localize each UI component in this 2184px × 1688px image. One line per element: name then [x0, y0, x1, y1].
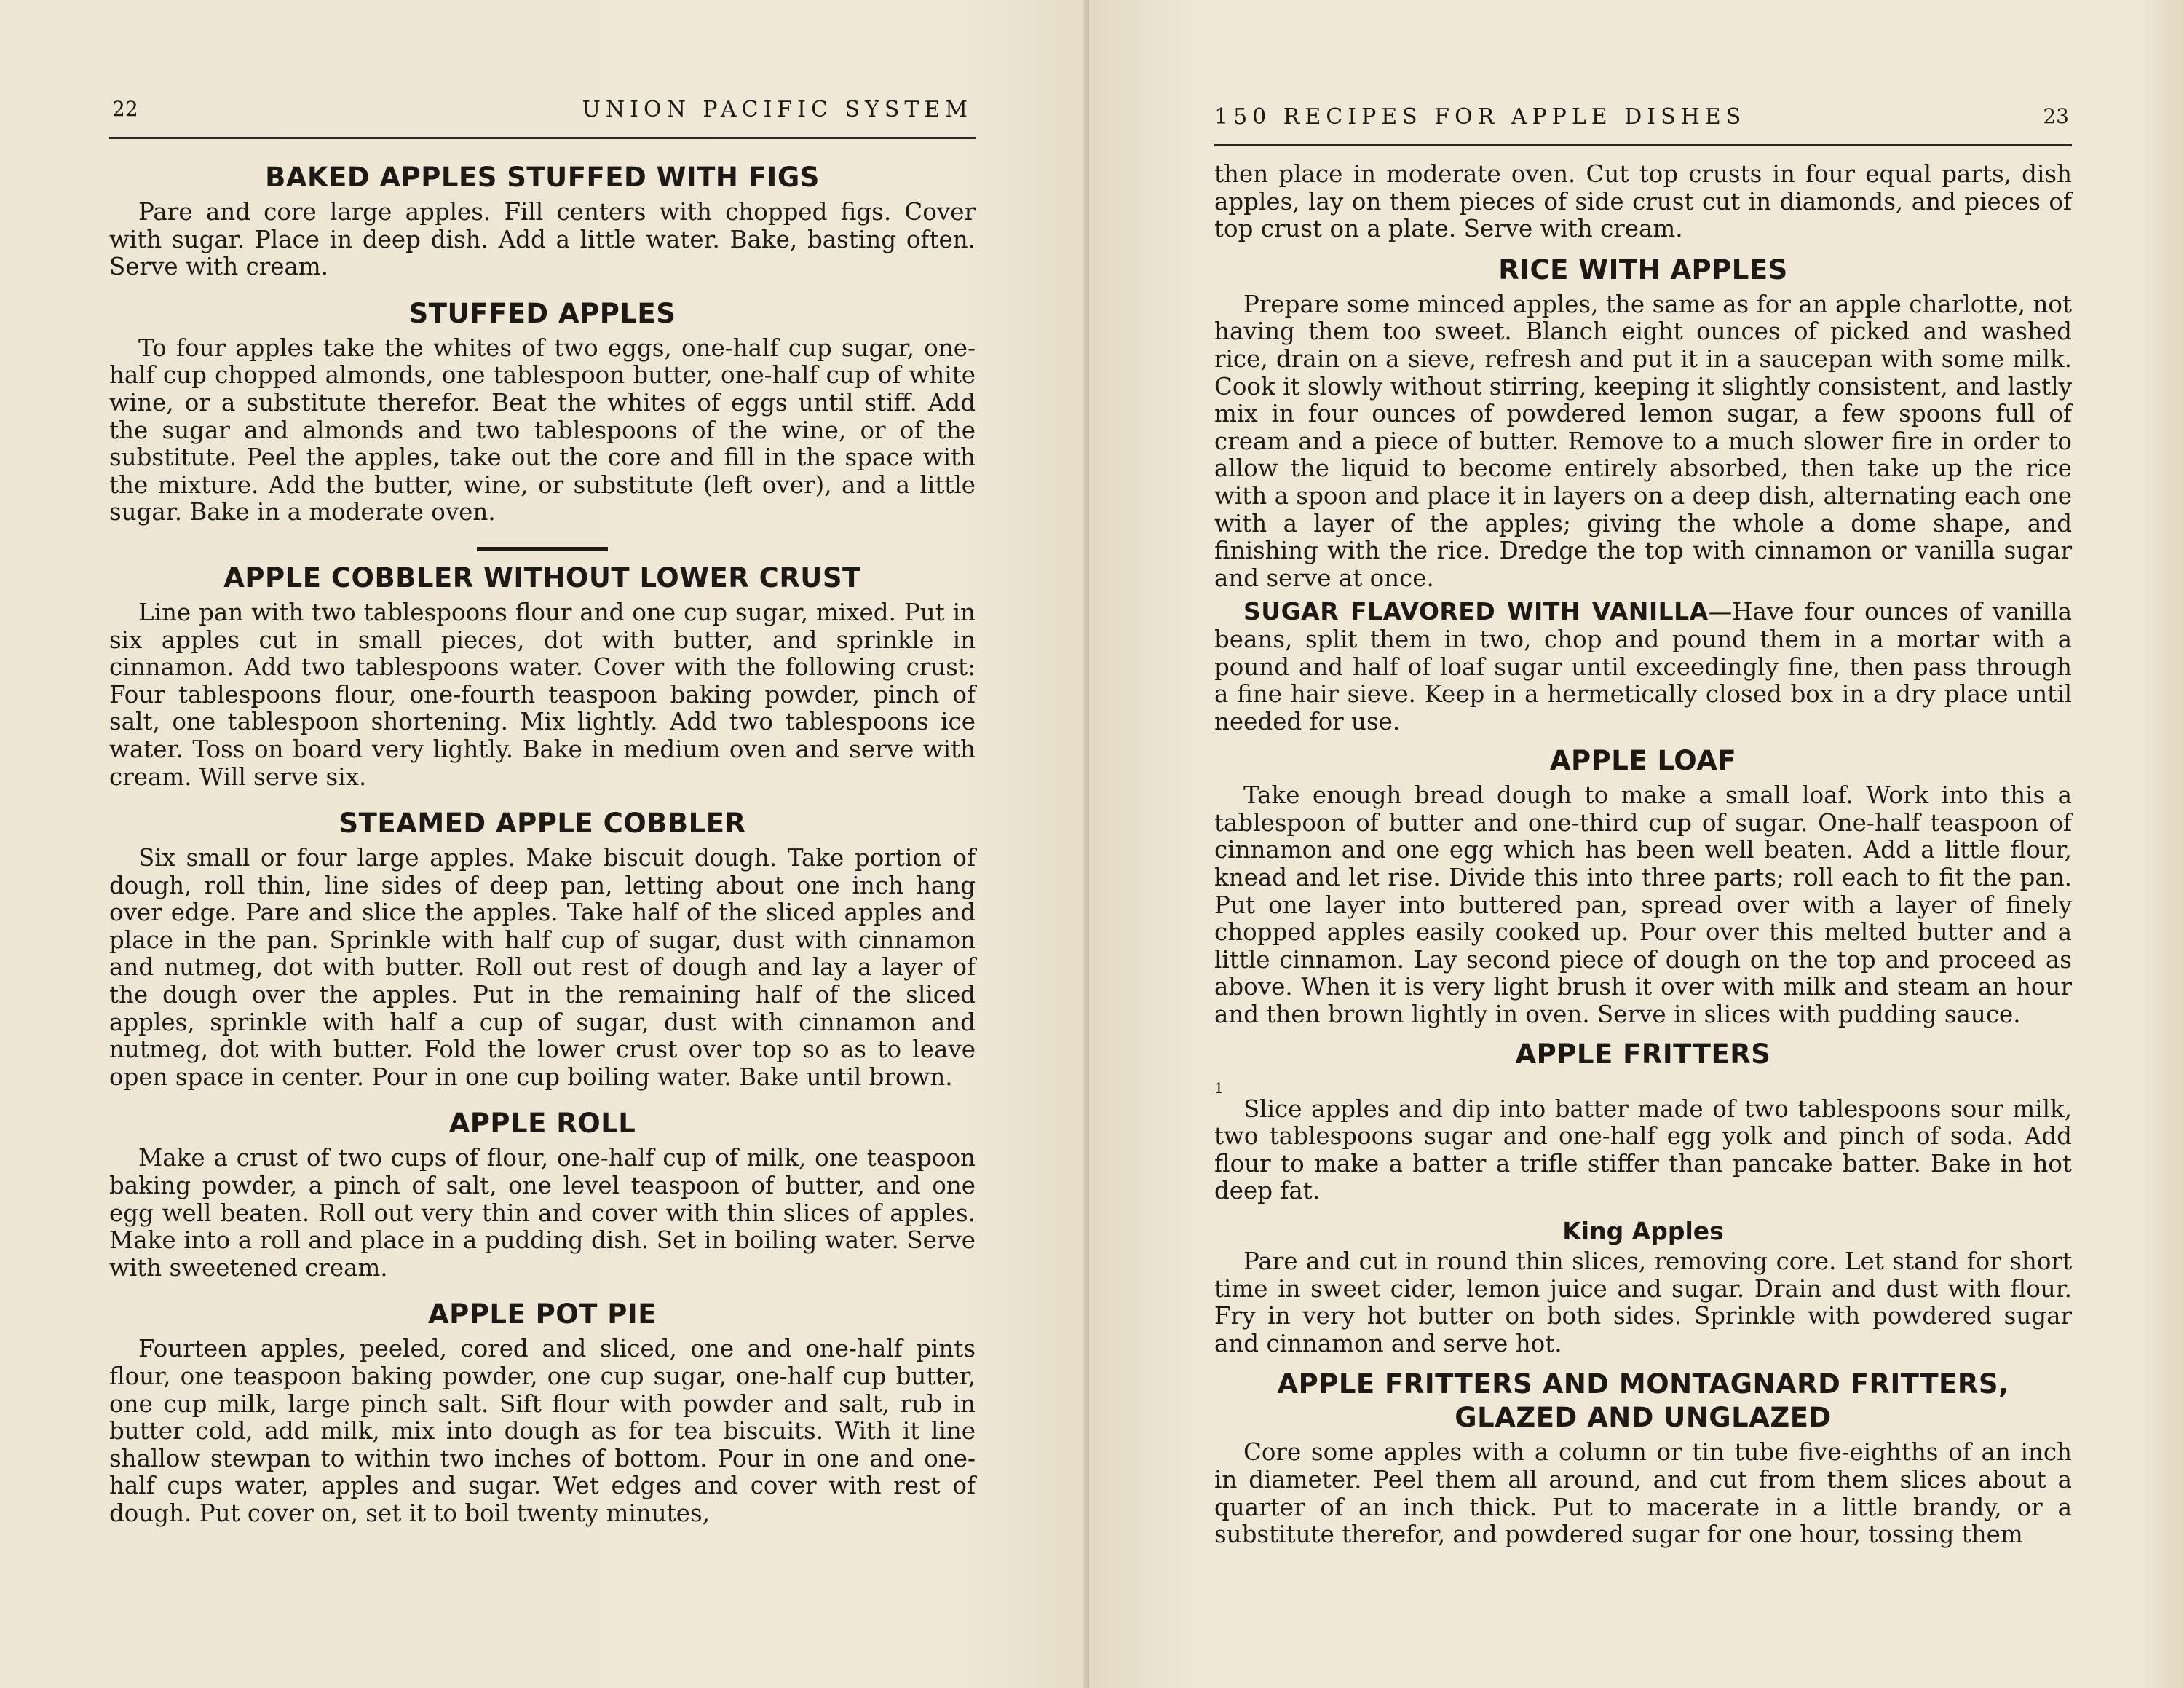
recipe-title: STUFFED APPLES — [408, 297, 676, 329]
right-running-head — [1214, 93, 2072, 146]
recipe-title: APPLE POT PIE — [428, 1298, 657, 1330]
recipe-text: —Have four ounces of vanilla beans, split them in two, chop and pound them in a mortar with a pound and half of loaf sugar until exceedingly fine, then pass through a fine hair sieve. Keep in a hermetically closed box in a dry place until needed for use. — [1214, 598, 2072, 735]
recipe-title: RICE WITH APPLES — [1498, 253, 1788, 285]
left-page — [0, 0, 1089, 1688]
left-running-title: UNION PACIFIC SYSTEM — [582, 97, 973, 122]
left-column — [109, 86, 976, 1528]
recipe-title-line2: GLAZED AND UNGLAZED — [1455, 1402, 1832, 1434]
sugar-vanilla-paragraph — [1214, 598, 2072, 735]
left-page-number: 22 — [112, 97, 138, 121]
section-divider — [477, 547, 608, 551]
recipe-title-inline: SUGAR FLAVORED WITH VANILLA — [1243, 597, 1709, 626]
recipe-title: BAKED APPLES STUFFED WITH FIGS — [265, 162, 820, 193]
footnote-mark: 1 — [1214, 1078, 1224, 1097]
recipe-text: Fourteen apples, peeled, cored and sliced, one and one-half pints flour, one teaspoon baking powder, one cup sugar, one-half cup butter, one cup milk, large pinch salt. Sift flour with powder and salt, rub in butter cold, add milk, mix into dough as for tea biscuits. With it line shallow stewpan to within two inches of bottom. Pour in one and one-half cups water, apples and sugar. Wet edges and cover with rest of dough. Put cover on, set it to boil twenty minutes, — [109, 1335, 976, 1527]
recipe-title: APPLE FRITTERS — [1515, 1038, 1771, 1070]
recipe-title: STEAMED APPLE COBBLER — [339, 808, 746, 840]
recipe-title: APPLE LOAF — [1549, 745, 1737, 777]
recipe-subtitle: King Apples — [1562, 1217, 1724, 1245]
left-running-head — [109, 86, 976, 139]
recipe-title: APPLE COBBLER WITHOUT LOWER CRUST — [223, 561, 861, 593]
recipe-text: Prepare some minced apples, the same as for an apple charlotte, not having them too sweet. Blanch eight ounces of picked and washed rice, drain on a sieve, refresh and put it in a saucepan with some milk. Cook it slowly without stirring, keeping it slightly consistent, and lastly mix in four ounces of powdered lemon sugar, a few spoons full of cream and a piece of butter. Remove to a much slower fire in order to allow the liquid to become entirely absorbed, then take up the rice with a spoon and place it in layers on a deep dish, alternating each one with a layer of the apples; giving the whole a dome shape, and finishing with the rice. Dredge the top with cinnamon or vanilla sugar and serve at once. — [1214, 290, 2072, 592]
recipe-text: To four apples take the whites of two eggs, one-half cup sugar, one-half cup chopped almonds, one tablespoon butter, one-half cup of white wine, or a substitute therefor. Beat the whites of eggs until stiff. Add the sugar and almonds and two tablespoons of the wine, or of the substitute. Peel the apples, take out the core and fill in the space with the mixture. Add the butter, wine, or substitute (left over), and a little sugar. Bake in a moderate oven. — [109, 334, 976, 526]
recipe-text: Take enough bread dough to make a small loaf. Work into this a tablespoon of butter and one-third cup of sugar. One-half teaspoon of cinnamon and one egg which has been well beaten. Add a little flour, knead and let rise. Divide this into three parts; roll each to fit the pan. Put one layer into buttered pan, spread over with a layer of finely chopped apples easily cooked up. Pour over this melted butter and a little cinnamon. Lay second piece of dough on the top and proceed as above. When it is very light brush it over with milk and steam an hour and then brown lightly in oven. Serve in slices with pudding sauce. — [1214, 781, 2072, 1029]
recipe-text: Pare and cut in round thin slices, removing core. Let stand for short time in sweet cider, lemon juice and sugar. Drain and dust with flour. Fry in very hot butter on both sides. Sprinkle with powdered sugar and cinnamon and serve hot. — [1214, 1247, 2072, 1357]
recipe-text: Core some apples with a column or tin tube five-eighths of an inch in diameter. Peel them all around, and cut from them slices about a quarter of an inch thick. Put to macerate in a little brandy, or a substitute therefor, and powdered sugar for one hour, tossing them — [1214, 1438, 2072, 1549]
recipe-text: Six small or four large apples. Make biscuit dough. Take portion of dough, roll thin, line sides of deep pan, letting about one inch hang over edge. Pare and slice the apples. Take half of the sliced apples and place in the pan. Sprinkle with half cup of sugar, dust with cinnamon and nutmeg, dot with butter. Roll out rest of dough and lay a layer of the dough over the apples. Put in the remaining half of the sliced apples, sprinkle with half a cup of sugar, dust with cinnamon and nutmeg, dot with butter. Fold the lower crust over top so as to leave open space in center. Pour in one cup boiling water. Bake until brown. — [109, 844, 976, 1091]
recipe-title: APPLE FRITTERS AND MONTAGNARD FRITTERS, — [1277, 1368, 2009, 1400]
recipe-text: Make a crust of two cups of flour, one-half cup of milk, one teaspoon baking powder, a pinch of salt, one level teaspoon of butter, and one egg well beaten. Roll out very thin and cover with thin slices of apples. Make into a roll and place in a pudding dish. Set in boiling water. Serve with sweetened cream. — [109, 1144, 976, 1282]
right-column — [1214, 93, 2072, 1549]
recipe-text: Slice apples and dip into batter made of two tablespoons sour milk, two tablespoons sugar and one-half egg yolk and pinch of soda. Add flour to make a batter a trifle stiffer than pancake batter. Bake in hot deep fat. — [1214, 1095, 2072, 1205]
recipe-text: Pare and core large apples. Fill centers with chopped figs. Cover with sugar. Place in deep dish. Add a little water. Bake, basting often. Serve with cream. — [109, 198, 976, 281]
continuation-text: then place in moderate oven. Cut top crusts in four equal parts, dish apples, lay on them pieces of side crust cut in diamonds, and pieces of top crust on a plate. Serve with cream. — [1214, 160, 2072, 243]
right-running-title: 150 RECIPES FOR APPLE DISHES — [1214, 104, 1746, 130]
recipe-title: APPLE ROLL — [448, 1108, 636, 1140]
recipe-text: Line pan with two tablespoons flour and one cup sugar, mixed. Put in six apples cut in small pieces, dot with butter, and sprinkle in cinnamon. Add two tablespoons water. Cover with the following crust: Four tablespoons flour, one-fourth teaspoon baking powder, pinch of salt, one tablespoon shortening. Mix lightly. Add two tablespoons ice water. Toss on board very lightly. Bake in medium oven and serve with cream. Will serve six. — [109, 598, 976, 791]
right-page-number: 23 — [2043, 104, 2069, 128]
